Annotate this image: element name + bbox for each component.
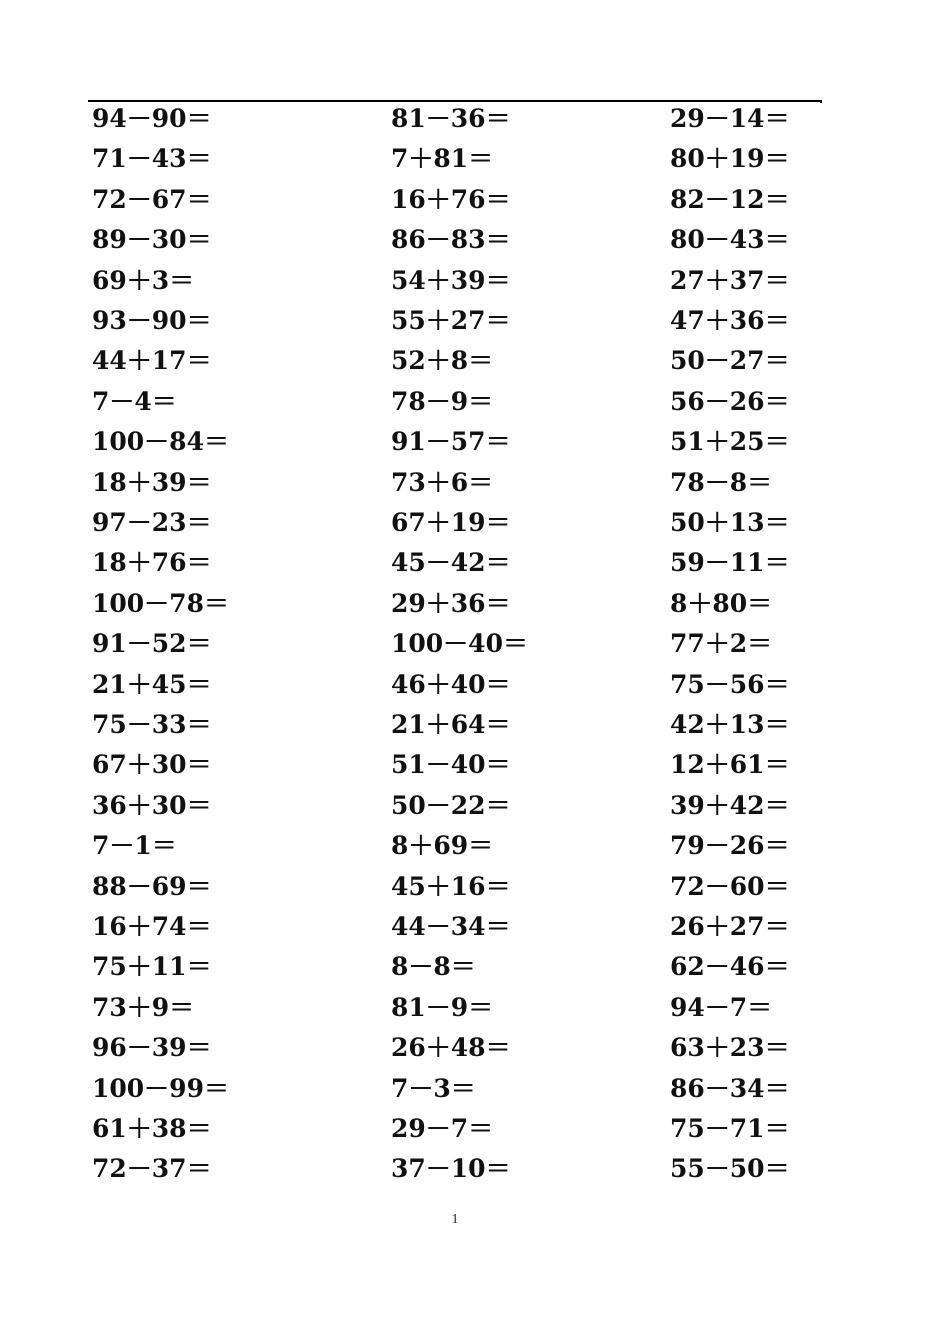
problem-cell: 21＋64＝	[391, 710, 511, 739]
problem-cell: 80＋19＝	[670, 144, 790, 174]
problem-cell: 7＋81＝	[391, 144, 494, 174]
problem-cell: 82－12＝	[670, 184, 790, 214]
problem-cell: 52＋8＝	[391, 346, 494, 376]
problem-row	[92, 220, 852, 260]
problem-row	[92, 786, 852, 826]
problem-cell: 55＋27＝	[391, 306, 511, 335]
problem-cell: 50－22＝	[391, 790, 511, 820]
problem-row	[92, 1109, 852, 1149]
problem-cell: 37－10＝	[391, 1154, 511, 1184]
problem-cell: 36＋30＝	[92, 790, 212, 820]
problem-cell: 46＋40＝	[391, 669, 511, 699]
problem-cell: 26＋48＝	[391, 1033, 511, 1063]
problem-cell: 89－30＝	[92, 225, 212, 255]
problem-cell: 7－4＝	[92, 386, 177, 416]
problem-cell: 8＋69＝	[391, 831, 494, 861]
problem-row	[92, 826, 852, 866]
problem-cell: 100－40＝	[391, 629, 528, 659]
problem-cell: 96－39＝	[92, 1033, 212, 1063]
problem-row	[92, 584, 852, 624]
problem-row	[92, 180, 852, 220]
problem-row	[92, 1028, 852, 1068]
problem-cell: 100－84＝	[92, 427, 229, 457]
problem-cell: 94－90＝	[92, 104, 212, 133]
problem-cell: 67＋19＝	[391, 508, 511, 537]
problem-row	[92, 261, 852, 301]
problem-row	[92, 463, 852, 503]
problem-cell: 72－37＝	[92, 1154, 212, 1184]
problem-cell: 97－23＝	[92, 508, 212, 537]
problem-cell: 50＋13＝	[670, 508, 790, 537]
problem-row	[92, 139, 852, 179]
page-number: 1	[451, 1212, 459, 1227]
problem-cell: 55－50＝	[670, 1154, 790, 1184]
problem-cell: 18＋39＝	[92, 467, 212, 497]
problem-cell: 18＋76＝	[92, 548, 212, 578]
problem-row	[92, 907, 852, 947]
problem-row	[92, 947, 852, 987]
problem-cell: 8－8＝	[391, 952, 476, 982]
problem-cell: 75＋11＝	[92, 952, 212, 982]
problem-cell: 29＋36＝	[391, 588, 511, 618]
problem-cell: 91－57＝	[391, 427, 511, 457]
problem-cell: 45－42＝	[391, 548, 511, 578]
problem-cell: 93－90＝	[92, 306, 212, 335]
problem-cell: 63＋23＝	[670, 1033, 790, 1063]
problem-cell: 29－7＝	[391, 1114, 494, 1143]
problem-cell: 72－60＝	[670, 871, 790, 901]
problem-row	[92, 988, 852, 1028]
problem-cell: 71－43＝	[92, 144, 212, 174]
problem-cell: 44＋17＝	[92, 346, 212, 376]
problem-cell: 69＋3＝	[92, 265, 195, 295]
problem-row	[92, 543, 852, 583]
problem-cell: 8＋80＝	[670, 588, 773, 618]
problem-cell: 86－34＝	[670, 1073, 790, 1103]
problem-cell: 75－33＝	[92, 710, 212, 739]
problem-cell: 72－67＝	[92, 184, 212, 214]
problem-row	[92, 422, 852, 462]
problem-cell: 79－26＝	[670, 831, 790, 861]
problem-cell: 51＋25＝	[670, 427, 790, 457]
problem-cell: 88－69＝	[92, 871, 212, 901]
problem-cell: 39＋42＝	[670, 790, 790, 820]
problem-cell: 12＋61＝	[670, 750, 790, 780]
problem-cell: 77＋2＝	[670, 629, 773, 659]
problem-row	[92, 867, 852, 907]
problem-cell: 16＋76＝	[391, 184, 511, 214]
problem-row	[92, 503, 852, 543]
problem-row	[92, 301, 852, 341]
problem-cell: 75－71＝	[670, 1114, 790, 1143]
problem-cell: 94－7＝	[670, 992, 773, 1022]
problem-cell: 42＋13＝	[670, 710, 790, 739]
problem-cell: 81－36＝	[391, 104, 511, 133]
problem-cell: 26＋27＝	[670, 912, 790, 941]
problem-cell: 61＋38＝	[92, 1114, 212, 1143]
problem-row	[92, 382, 852, 422]
problem-cell: 73＋6＝	[391, 467, 494, 497]
problem-cell: 27＋37＝	[670, 265, 790, 295]
problem-cell: 29－14＝	[670, 104, 790, 133]
problem-row	[92, 624, 852, 664]
problem-row	[92, 745, 852, 785]
problem-cell: 7－1＝	[92, 831, 177, 861]
problem-cell: 100－78＝	[92, 588, 229, 618]
problem-cell: 67＋30＝	[92, 750, 212, 780]
problem-cell: 100－99＝	[92, 1073, 229, 1103]
problem-cell: 56－26＝	[670, 386, 790, 416]
problem-row	[92, 1069, 852, 1109]
problem-row	[92, 341, 852, 381]
problem-cell: 78－8＝	[670, 467, 773, 497]
problem-row	[92, 705, 852, 745]
problem-cell: 21＋45＝	[92, 669, 212, 699]
problem-cell: 7－3＝	[391, 1073, 476, 1103]
problem-cell: 86－83＝	[391, 225, 511, 255]
problem-row	[92, 665, 852, 705]
problem-cell: 50－27＝	[670, 346, 790, 376]
problem-cell: 75－56＝	[670, 669, 790, 699]
problem-cell: 62－46＝	[670, 952, 790, 982]
problem-cell: 16＋74＝	[92, 912, 212, 941]
problem-cell: 80－43＝	[670, 225, 790, 255]
problem-cell: 44－34＝	[391, 912, 511, 941]
problem-cell: 78－9＝	[391, 386, 494, 416]
problem-row	[92, 1149, 852, 1189]
problem-cell: 91－52＝	[92, 629, 212, 659]
problem-cell: 73＋9＝	[92, 992, 195, 1022]
problem-cell: 81－9＝	[391, 992, 494, 1022]
problem-cell: 47＋36＝	[670, 306, 790, 335]
problem-cell: 45＋16＝	[391, 871, 511, 901]
problem-cell: 51－40＝	[391, 750, 511, 780]
problem-cell: 54＋39＝	[391, 265, 511, 295]
problem-row	[92, 99, 852, 139]
problem-cell: 59－11＝	[670, 548, 790, 578]
